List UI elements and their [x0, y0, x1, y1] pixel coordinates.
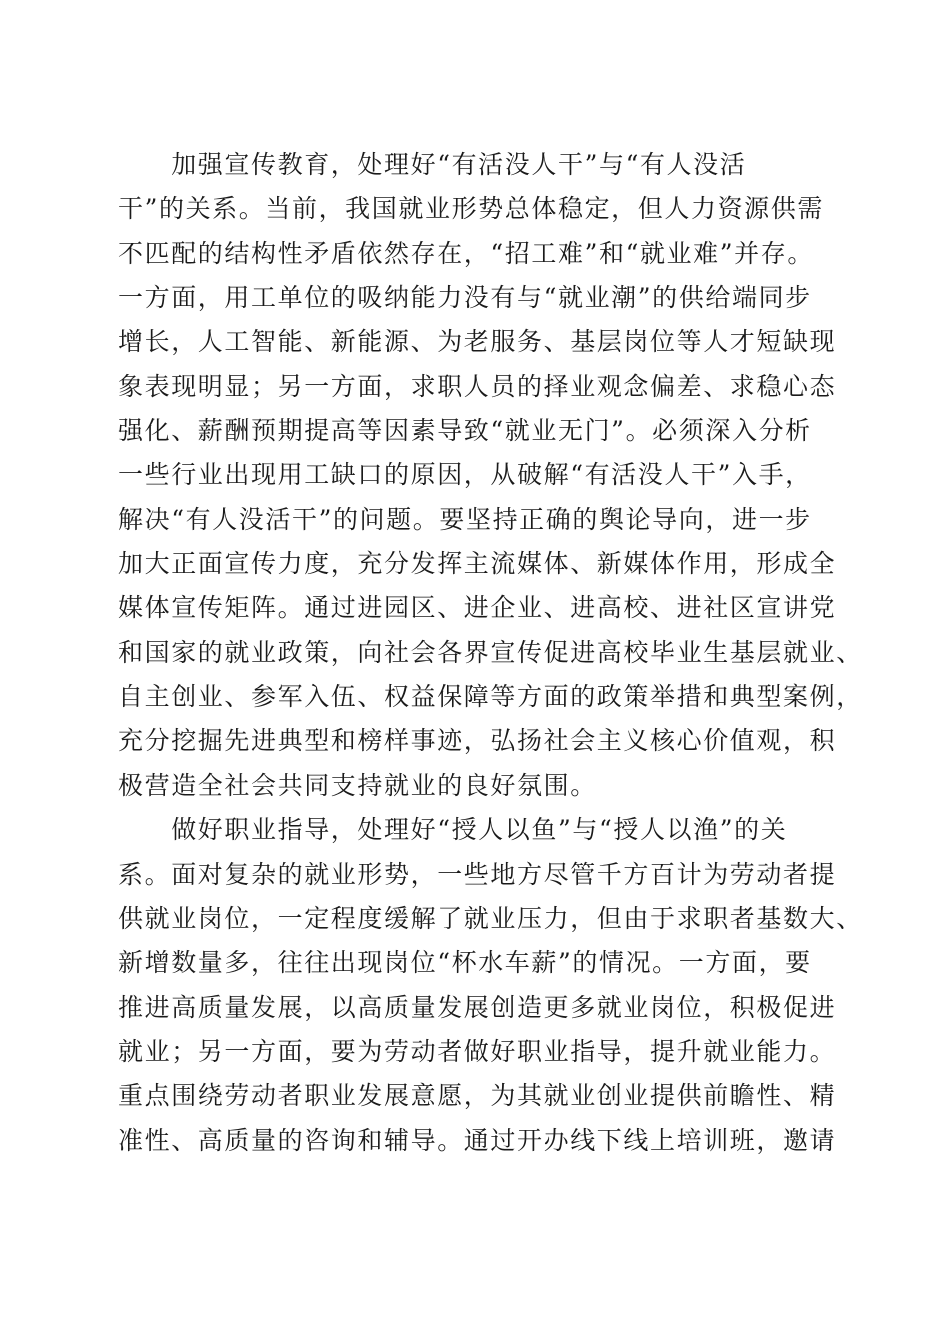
text-line: 准性、高质量的咨询和辅导。通过开办线下线上培训班，邀请 — [118, 1125, 837, 1155]
text-line: 重点围绕劳动者职业发展意愿，为其就业创业提供前瞻性、精 — [118, 1081, 837, 1111]
text-line: 强化、薪酬预期提高等因素导致“就业无门”。必须深入分析 — [118, 416, 812, 446]
text-line: 象表现明显；另一方面，求职人员的择业观念偏差、求稳心态 — [118, 371, 837, 401]
text-line: 极营造全社会共同支持就业的良好氛围。 — [118, 770, 597, 800]
text-line: 就业；另一方面，要为劳动者做好职业指导，提升就业能力。 — [118, 1036, 837, 1066]
text-line: 解决“有人没活干”的问题。要坚持正确的舆论导向，进一步 — [118, 504, 812, 534]
paragraph-1 — [118, 143, 863, 808]
text-line: 加强宣传教育，处理好“有活没人干”与“有人没活 — [118, 150, 747, 179]
text-line: 增长，人工智能、新能源、为老服务、基层岗位等人才短缺现 — [118, 327, 837, 357]
paragraph-2 — [118, 808, 863, 1163]
text-line: 和国家的就业政策，向社会各界宣传促进高校毕业生基层就业、 — [118, 637, 863, 667]
text-line: 自主创业、参军入伍、权益保障等方面的政策举措和典型案例， — [118, 682, 863, 712]
text-line: 新增数量多，往往出现岗位“杯水车薪”的情况。一方面，要 — [118, 948, 812, 978]
text-line: 一方面，用工单位的吸纳能力没有与“就业潮”的供给端同步 — [118, 283, 812, 313]
text-line: 不匹配的结构性矛盾依然存在，“招工难”和“就业难”并存。 — [118, 238, 814, 268]
text-line: 推进高质量发展，以高质量发展创造更多就业岗位，积极促进 — [118, 992, 837, 1022]
text-line: 供就业岗位，一定程度缓解了就业压力，但由于求职者基数大、 — [118, 903, 863, 933]
body-text — [118, 143, 863, 1163]
text-line: 一些行业出现用工缺口的原因，从破解“有活没人干”入手， — [118, 460, 812, 490]
text-line: 干”的关系。当前，我国就业形势总体稳定，但人力资源供需 — [118, 194, 824, 224]
text-line: 充分挖掘先进典型和榜样事迹，弘扬社会主义核心价值观，积 — [118, 726, 837, 756]
text-line: 系。面对复杂的就业形势，一些地方尽管千方百计为劳动者提 — [118, 859, 837, 889]
text-line: 媒体宣传矩阵。通过进园区、进企业、进高校、进社区宣讲党 — [118, 593, 837, 623]
text-line: 加大正面宣传力度，充分发挥主流媒体、新媒体作用，形成全 — [118, 549, 837, 579]
text-line: 做好职业指导，处理好“授人以鱼”与“授人以渔”的关 — [118, 815, 788, 845]
